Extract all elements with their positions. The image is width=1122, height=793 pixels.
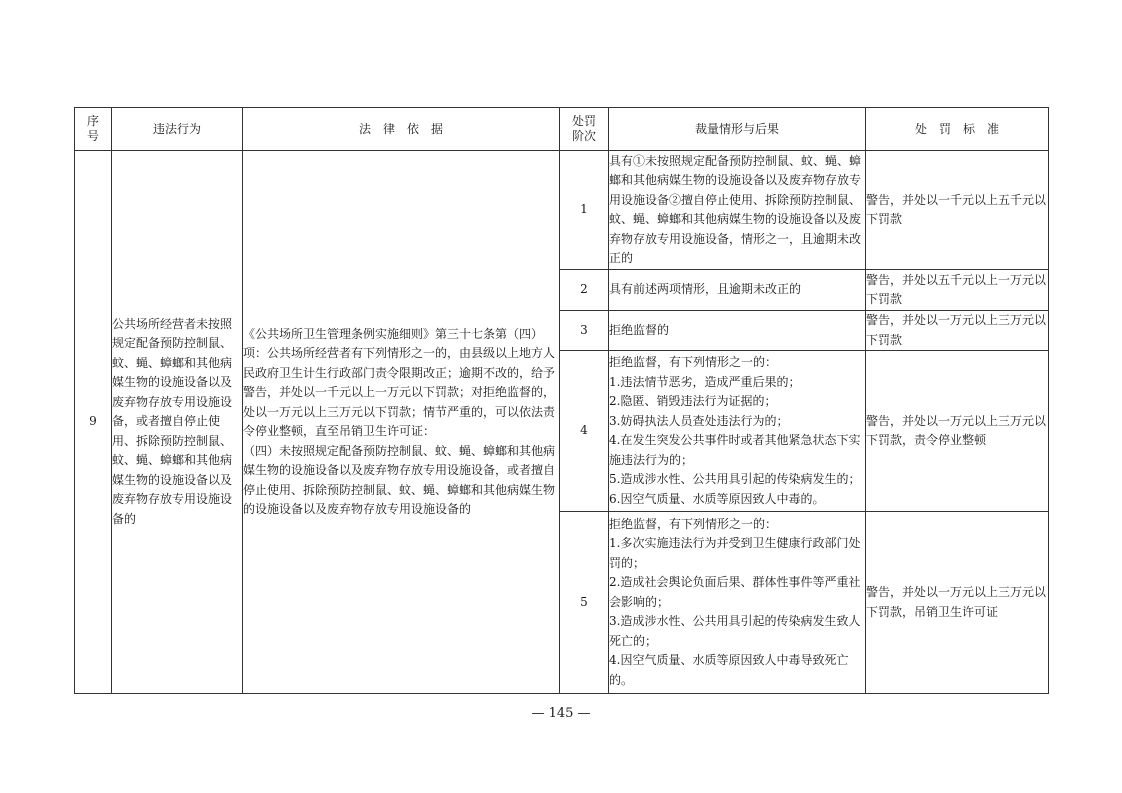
header-row: [75, 108, 1049, 151]
legal-basis-cell: [243, 151, 560, 694]
stage-number: 1: [560, 151, 609, 270]
legal-basis-paragraph: 《公共场所卫生管理条例实施细则》第三十七条第（四）项：公共场所经营者有下列情形之一的，由县级以上地方人民政府卫生计生行政部门责令限期改正；逾期不改的，给予警告，并处以一千元以上一万元以下罚款；对拒绝监督的，处以一万元以上三万元以下罚款；情节严重的，可以依法责令停业整顿，直至吊销卫生许可证：: [243, 326, 556, 438]
circumstance-line: 5.造成涉水性、公共用具引起的传染病发生的；: [609, 472, 861, 486]
circumstance-cell: [609, 270, 866, 311]
header-seq: 序 号: [75, 108, 112, 151]
legal-basis-item: （四）未按照规定配备预防控制鼠、蚊、蝇、蟑螂和其他病媒生物的设施设备以及废弃物存放专用设施设备，或者擅自停止使用、拆除预防控制鼠、蚊、蝇、蟑螂和其他病媒生物的设施设备以及废弃物存放专用设施设备的: [243, 443, 556, 516]
penalty-standard-cell: 警告，并处以一万元以上三万元以下罚款，吊销卫生许可证: [866, 512, 1049, 694]
stage-number: 5: [560, 512, 609, 694]
circumstance-line: 1.多次实施违法行为并受到卫生健康行政部门处罚的；: [609, 536, 861, 570]
header-circumstance: 裁量情形与后果: [609, 108, 866, 151]
circumstance-line: 3.造成涉水性、公共用具引起的传染病发生致人死亡的；: [609, 614, 861, 648]
circumstance-line: 具有①未按照规定配备预防控制鼠、蚊、蝇、蟑螂和其他病媒生物的设施设备以及废弃物存放专用设施设备②擅自停止使用、拆除预防控制鼠、蚊、蝇、蟑螂和其他病媒生物的设施设备以及废弃物存放专用设施设备，情形之一，且逾期未改正的: [609, 153, 862, 265]
circumstance-line: 4.在发生突发公共事件时或者其他紧急状态下实施违法行为的；: [609, 433, 861, 467]
circumstance-line: 2.隐匿、销毁违法行为证据的；: [609, 394, 777, 408]
circumstance-line: 6.因空气质量、水质等原因致人中毒的。: [609, 491, 825, 506]
violation-cell: 公共场所经营者未按照规定配备预防控制鼠、蚊、蝇、蟑螂和其他病媒生物的设施设备以及废弃物存放专用设施设备，或者擅自停止使用、拆除预防控制鼠、蚊、蝇、蟑螂和其他病媒生物的设施设备以及废弃物存放专用设施设备的: [112, 151, 243, 694]
circumstance-line: 拒绝监督，有下列情形之一的：: [609, 355, 778, 369]
circumstance-cell: [609, 151, 866, 270]
header-legal-basis: 法 律 依 据: [243, 108, 560, 151]
header-violation: 违法行为: [112, 108, 243, 151]
circumstance-line: 拒绝监督的: [609, 322, 670, 337]
circumstance-line: 1.违法情节恶劣，造成严重后果的；: [609, 374, 801, 389]
circumstance-line: 4.因空气质量、水质等原因致人中毒导致死亡的。: [609, 653, 849, 687]
penalty-table: [74, 107, 1049, 694]
page-number: — 145 —: [531, 706, 591, 721]
penalty-standard-cell: 警告，并处以一千元以上五千元以下罚款: [866, 151, 1049, 270]
circumstance-line: 2.造成社会舆论负面后果、群体性事件等严重社会影响的；: [609, 575, 861, 609]
row-seq-cell: 9: [75, 151, 112, 694]
circumstance-cell: [609, 512, 866, 694]
circumstance-line: 3.妨碍执法人员查处违法行为的；: [609, 413, 789, 428]
header-standard: 处 罚 标 准: [866, 108, 1049, 151]
circumstance-cell: [609, 351, 866, 512]
penalty-standard-cell: 警告，并处以一万元以上三万元以下罚款，责令停业整顿: [866, 351, 1049, 512]
stage-number: 3: [560, 311, 609, 351]
circumstance-line: 拒绝监督，有下列情形之一的：: [609, 516, 778, 531]
table-row: [75, 151, 1049, 270]
header-stage: 处罚 阶次: [560, 108, 609, 151]
penalty-standard-cell: 警告，并处以五千元以上一万元以下罚款: [866, 270, 1049, 311]
stage-number: 4: [560, 351, 609, 512]
circumstance-cell: [609, 311, 866, 351]
stage-number: 2: [560, 270, 609, 311]
penalty-standard-cell: 警告，并处以一万元以上三万元以下罚款: [866, 311, 1049, 351]
circumstance-line: 具有前述两项情形，且逾期未改正的: [609, 282, 802, 297]
